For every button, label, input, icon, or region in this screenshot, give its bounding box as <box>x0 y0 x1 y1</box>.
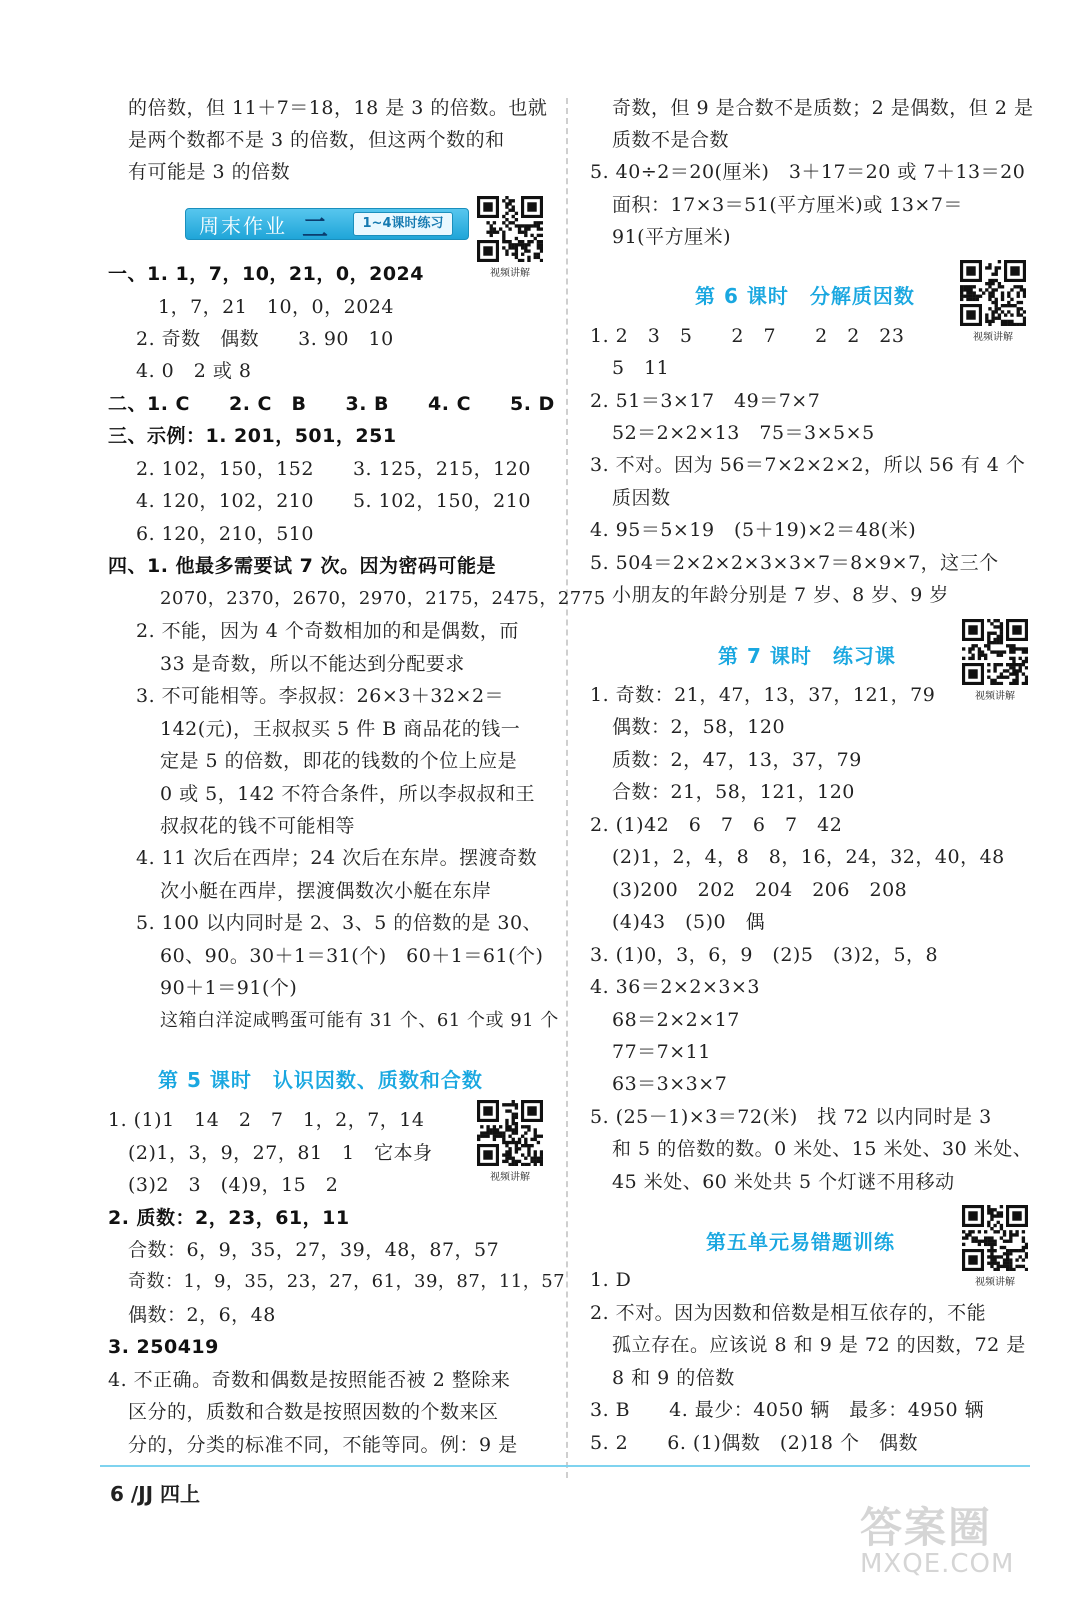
text-line: 5. 2 6. (1)偶数 (2)18 个 偶数 <box>590 1432 918 1454</box>
text-line: 1. D <box>590 1269 632 1291</box>
text-line: 1. 奇数：21，47，13，37，121，79 <box>590 684 936 706</box>
text-line: 区分的，质数和合数是按照因数的个数来区 <box>128 1401 499 1423</box>
text-line: 2. 102，150，152 3. 125，215，120 <box>136 458 531 480</box>
text-line: 4. 95＝5×19 (5＋19)×2＝48(米) <box>590 519 917 541</box>
lesson7-heading: 第 7 课时 练习课 <box>718 644 896 668</box>
text-line: 三、示例：1. 201，501，251 <box>108 425 397 447</box>
text-line: 5. 504＝2×2×2×3×3×7＝8×9×7，这三个 <box>590 552 999 574</box>
text-line: 4. 不正确。奇数和偶数是按照能否被 2 整除来 <box>108 1369 511 1391</box>
text-line: 0 或 5，142 不符合条件，所以李叔叔和王 <box>160 783 536 805</box>
text-line: 3. (1)0，3，6，9 (2)5 (3)2，5，8 <box>590 944 939 966</box>
text-line: 这箱白洋淀咸鸭蛋可能有 31 个、61 个或 91 个 <box>160 1010 559 1031</box>
footer-rule <box>100 1465 1030 1467</box>
text-line: 5. 40÷2＝20(厘米) 3＋17＝20 或 7＋13＝20 <box>590 161 1026 183</box>
text-line: (4)43 (5)0 偶 <box>612 911 766 933</box>
text-line: 质数：2，47，13，37，79 <box>612 749 862 771</box>
qr-code[interactable] <box>962 619 1028 702</box>
text-line: 90＋1＝91(个) <box>160 977 298 999</box>
text-line: 和 5 的倍数的数。0 米处、15 米处、30 米处、 <box>612 1138 1033 1160</box>
text-line: 68＝2×2×17 <box>612 1009 740 1031</box>
text-line: 5. 100 以内同时是 2、3、5 的倍数的是 30、 <box>136 912 543 934</box>
page-footer <box>110 1478 200 1507</box>
text-line: 有可能是 3 的倍数 <box>128 161 291 183</box>
text-line: 二、1. C 2. C B 3. B 4. C 5. D <box>108 393 555 415</box>
text-line: 5 11 <box>612 357 670 379</box>
text-line: 次小艇在西岸，摆渡偶数次小艇在东岸 <box>160 880 492 902</box>
text-line: 5. (25－1)×3＝72(米) 找 72 以内同时是 3 <box>590 1106 992 1128</box>
text-line: 合数：6，9，35，27，39，48，87，57 <box>128 1239 500 1261</box>
text-line: 2. (1)42 6 7 6 7 42 <box>590 814 843 836</box>
qr-code[interactable] <box>962 1205 1028 1288</box>
text-line: 定是 5 的倍数，即花的钱数的个位上应是 <box>160 750 518 772</box>
text-line: 偶数：2，58，120 <box>612 716 786 738</box>
text-line: 45 米处、60 米处共 5 个灯谜不用移动 <box>612 1171 955 1193</box>
text-line: 4. 0 2 或 8 <box>136 360 252 382</box>
text-line: 2070，2370，2670，2970，2175，2475，2775 <box>160 588 606 609</box>
text-line: 3. 250419 <box>108 1336 219 1358</box>
qr-code-icon <box>960 260 1026 326</box>
text-line: 奇数：1，9，35，23，27，61，39，87，11，57 <box>128 1271 566 1292</box>
text-line: 4. 120，102，210 5. 102，150，210 <box>136 490 531 512</box>
qr-code-icon <box>477 1100 543 1166</box>
qr-code-icon <box>962 1205 1028 1271</box>
qr-caption: 视频讲解 <box>973 332 1013 343</box>
text-line: 四、1. 他最多需要试 7 次。因为密码可能是 <box>108 555 497 577</box>
qr-code[interactable] <box>960 260 1026 343</box>
text-line: 偶数：2，6，48 <box>128 1304 276 1326</box>
weekend-homework-banner <box>185 208 467 244</box>
text-line: 91(平方厘米) <box>612 226 732 248</box>
edition-label: /JJ 四上 <box>130 1482 201 1506</box>
qr-caption: 视频讲解 <box>490 1172 530 1183</box>
text-line: 2. 不对。因为因数和倍数是相互依存的，不能 <box>590 1302 987 1324</box>
text-line: 奇数，但 9 是合数不是质数；2 是偶数，但 2 是 <box>612 97 1034 119</box>
lesson6-heading: 第 6 课时 分解质因数 <box>695 284 915 308</box>
text-line: 一、1. 1，7，10，21，0，2024 <box>108 263 424 285</box>
text-line: 孤立存在。应该说 8 和 9 是 72 的因数，72 是 <box>612 1334 1026 1356</box>
text-line: 33 是奇数，所以不能达到分配要求 <box>160 653 465 675</box>
text-line: 质因数 <box>612 487 671 509</box>
banner-title: 周末作业 <box>199 214 287 238</box>
qr-code-icon <box>477 196 543 262</box>
qr-code[interactable] <box>477 1100 543 1183</box>
qr-caption: 视频讲解 <box>975 691 1015 702</box>
text-line: 合数：21，58，121，120 <box>612 781 855 803</box>
watermark <box>860 1495 1040 1595</box>
watermark-logo: 答案圈 <box>860 1503 993 1552</box>
text-line: 3. 不可能相等。李叔叔：26×3＋32×2＝ <box>136 685 505 707</box>
text-line: 是两个数都不是 3 的倍数，但这两个数的和 <box>128 129 505 151</box>
text-line: 2. 奇数 偶数 3. 90 10 <box>136 328 394 350</box>
text-line: 3. B 4. 最少：4050 辆 最多：4950 辆 <box>590 1399 985 1421</box>
text-line: 1. (1)1 14 2 7 1，2，7，14 <box>108 1109 425 1131</box>
text-line: 60、90。30＋1＝31(个) 60＋1＝61(个) <box>160 945 544 967</box>
text-line: 4. 36＝2×2×3×3 <box>590 976 760 998</box>
text-line: (2)1，2，4，8 8，16，24，32，40，48 <box>612 846 1005 868</box>
text-line: 2. 不能，因为 4 个奇数相加的和是偶数，而 <box>136 620 519 642</box>
text-line: (3)2 3 (4)9，15 2 <box>128 1174 339 1196</box>
text-line: 1，7，21 10，0，2024 <box>158 296 394 318</box>
page-number: 6 <box>110 1482 124 1506</box>
text-line: (2)1，3，9，27，81 1 它本身 <box>128 1142 433 1164</box>
qr-code[interactable] <box>477 196 543 279</box>
banner-tag: 1~4课时练习 <box>353 212 453 236</box>
qr-code-icon <box>962 619 1028 685</box>
text-line: 63＝3×3×7 <box>612 1073 728 1095</box>
lesson5-heading: 第 5 课时 认识因数、质数和合数 <box>158 1068 483 1092</box>
text-line: 77＝7×11 <box>612 1041 711 1063</box>
text-line: 8 和 9 的倍数 <box>612 1367 735 1389</box>
banner-number: 二 <box>302 214 329 244</box>
unit5-heading: 第五单元易错题训练 <box>706 1230 895 1254</box>
watermark-url: MXQE.COM <box>860 1549 1015 1579</box>
column-divider <box>566 98 568 1478</box>
text-line: 面积：17×3＝51(平方厘米)或 13×7＝ <box>612 194 963 216</box>
text-line: 6. 120，210，510 <box>136 523 314 545</box>
text-line: 的倍数，但 11＋7＝18，18 是 3 的倍数。也就 <box>128 97 548 119</box>
qr-caption: 视频讲解 <box>975 1277 1015 1288</box>
text-line: 4. 11 次后在西岸；24 次后在东岸。摆渡奇数 <box>136 847 538 869</box>
text-line: 2. 质数：2，23，61，11 <box>108 1207 350 1229</box>
text-line: (3)200 202 204 206 208 <box>612 879 908 901</box>
text-line: 质数不是合数 <box>612 129 730 151</box>
text-line: 2. 51＝3×17 49＝7×7 <box>590 390 821 412</box>
text-line: 小朋友的年龄分别是 7 岁、8 岁、9 岁 <box>612 584 949 606</box>
text-line: 52＝2×2×13 75＝3×5×5 <box>612 422 875 444</box>
text-line: 分的，分类的标准不同，不能等同。例：9 是 <box>128 1434 518 1456</box>
text-line: 叔叔花的钱不可能相等 <box>160 815 356 837</box>
text-line: 3. 不对。因为 56＝7×2×2×2，所以 56 有 4 个 <box>590 454 1026 476</box>
text-line: 142(元)，王叔叔买 5 件 B 商品花的钱一 <box>160 718 521 740</box>
text-line: 1. 2 3 5 2 7 2 2 23 <box>590 325 905 347</box>
qr-caption: 视频讲解 <box>490 268 530 279</box>
